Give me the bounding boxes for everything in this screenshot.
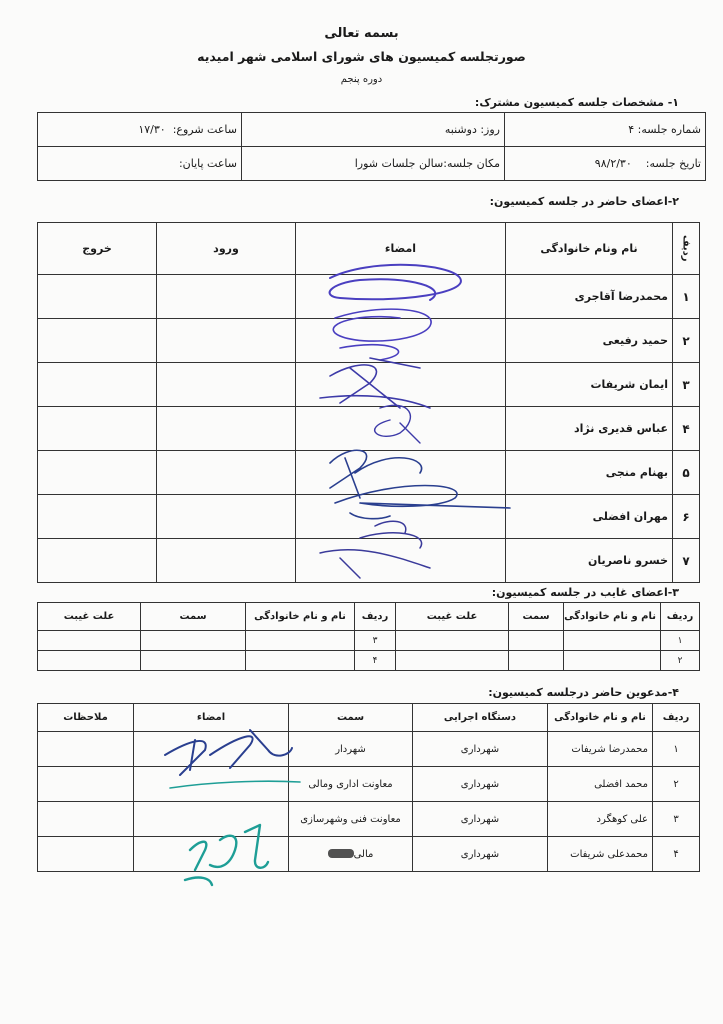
member-name: حمید رفیعی — [506, 319, 673, 363]
session-info-table — [37, 112, 706, 181]
member-name: بهنام منجی — [506, 451, 673, 495]
section1-heading: ۱- مشخصات جلسه کمیسیون مشترک: — [474, 96, 679, 109]
date-cell: تاریخ جلسه: ۹۸/۲/۳۰ — [505, 147, 706, 181]
member-name: مهران افضلی — [506, 495, 673, 539]
table-row: ۱ محمدرضا شریفات شهرداری شهردار — [38, 732, 700, 767]
col-entry: ورود — [157, 223, 296, 275]
table-row: ۷ خسرو ناصریان — [38, 539, 700, 583]
document-subtitle: صورتجلسه کمیسیون های شورای اسلامی شهر امیدیه — [197, 49, 526, 64]
section2-heading: ۲-اعضای حاضر در جلسه کمیسیون: — [489, 195, 679, 208]
ink-blot — [328, 849, 354, 858]
invitees-table: ردیف نام و نام خانوادگی دستگاه اجرایی سمت امضاء ملاحظات ۱ محمدرضا شریفات شهرداری شهردار ۲ محمد افضلی شهرداری معاونت اداری ومالی ۳ علی کوهگرد شهرداری معاونت فنی وشهرسازی ۴ محمدعلی شریفات شهرداری مالی — [37, 703, 700, 872]
day-cell: روز: دوشنبه — [242, 113, 505, 147]
location-cell: مکان جلسه:سالن جلسات شورا — [242, 147, 505, 181]
table-row: ۲ محمد افضلی شهرداری معاونت اداری ومالی — [38, 767, 700, 802]
col-row-number: ردیف — [673, 223, 700, 275]
table-row: ۱ محمدرضا آقاجری — [38, 275, 700, 319]
present-members-table — [37, 222, 700, 583]
section3-heading: ۳-اعضای غایب در جلسه کمیسیون: — [491, 586, 679, 599]
start-time-cell: ساعت شروع: ۱۷/۳۰ — [38, 113, 242, 147]
member-name: محمدرضا آقاجری — [506, 275, 673, 319]
end-time-cell: ساعت پایان: — [38, 147, 242, 181]
member-name: ایمان شریفات — [506, 363, 673, 407]
section4-heading: ۴-مدعوین حاضر درجلسه کمیسیون: — [488, 686, 679, 699]
member-name: عباس قدیری نژاد — [506, 407, 673, 451]
member-name: خسرو ناصریان — [506, 539, 673, 583]
col-full-name: نام ونام خانوادگی — [506, 223, 673, 275]
table-row: ۳ علی کوهگرد شهرداری معاونت فنی وشهرسازی — [38, 802, 700, 837]
table-row: ۲ حمید رفیعی — [38, 319, 700, 363]
session-number-cell: شماره جلسه: ۴ — [505, 113, 706, 147]
role-cell: مالی — [289, 837, 413, 872]
table-row: ۵ بهنام منجی — [38, 451, 700, 495]
table-row: ۶ مهران افضلی — [38, 495, 700, 539]
absent-members-table: ردیف نام و نام خانوادگی سمت علت غیبت ردیف نام و نام خانوادگی سمت علت غیبت ۱ ۳ ۲ ۴ — [37, 602, 700, 671]
table-row: ۳ ایمان شریفات — [38, 363, 700, 407]
col-signature: امضاء — [296, 223, 506, 275]
table-row: ۴ محمدعلی شریفات شهرداری مالی — [38, 837, 700, 872]
table-row: ۴ عباس قدیری نژاد — [38, 407, 700, 451]
table-row: ۲ ۴ — [38, 651, 700, 671]
table-row: ۱ ۳ — [38, 631, 700, 651]
col-exit: خروج — [38, 223, 157, 275]
council-period: دوره پنجم — [340, 74, 383, 85]
document-title: بسمه تعالی — [324, 26, 399, 41]
